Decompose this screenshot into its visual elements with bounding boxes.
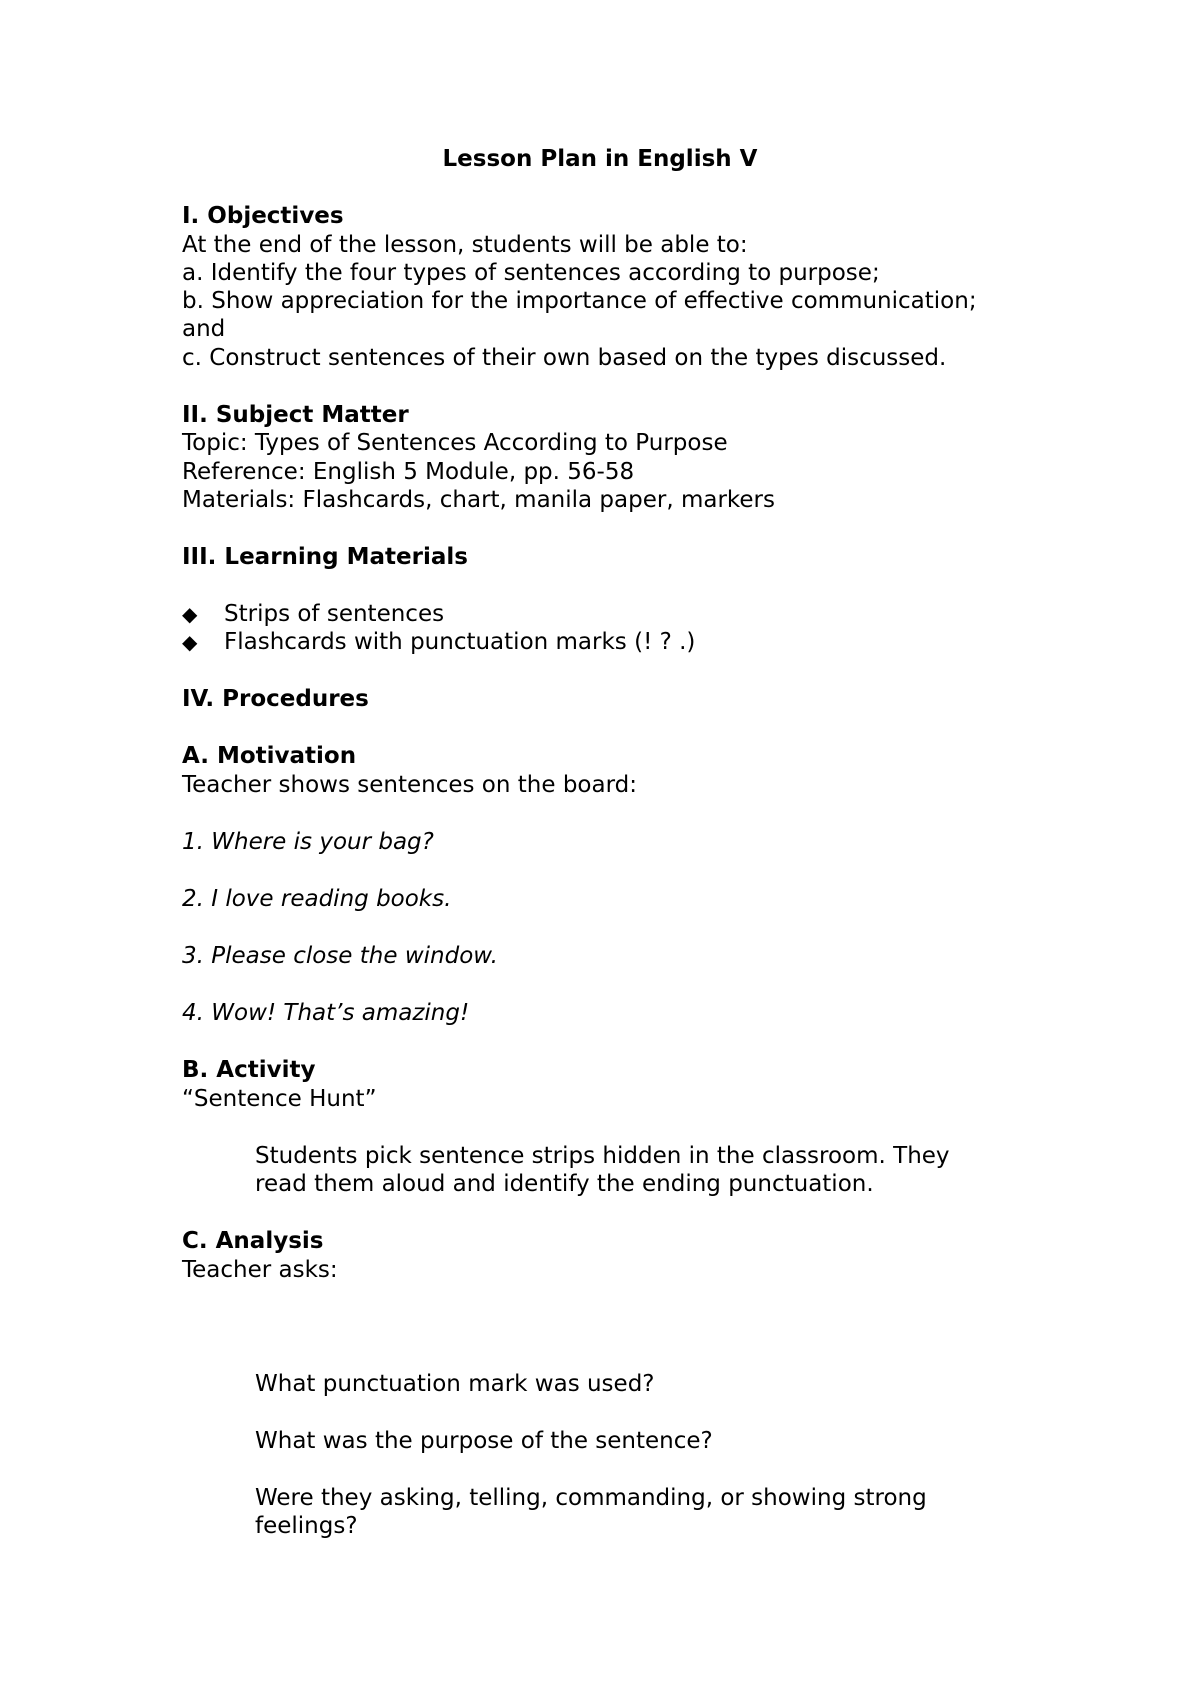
- objectives-intro: At the end of the lesson, students will be able to:: [182, 232, 748, 258]
- analysis-question: What punctuation mark was used?: [255, 1371, 655, 1397]
- list-item: [182, 628, 695, 657]
- analysis-question: Were they asking, telling, commanding, or showing strong: [255, 1485, 927, 1511]
- subject-reference: Reference: English 5 Module, pp. 56-58: [182, 459, 635, 485]
- subject-topic: Topic: Types of Sentences According to Purpose: [182, 430, 728, 456]
- objective-item: and: [182, 316, 226, 342]
- activity-name: “Sentence Hunt”: [182, 1086, 377, 1112]
- analysis-heading: C. Analysis: [182, 1228, 324, 1254]
- subject-materials: Materials: Flashcards, chart, manila paper, markers: [182, 487, 775, 513]
- list-item: [182, 600, 444, 629]
- analysis-intro: Teacher asks:: [182, 1257, 338, 1283]
- motivation-heading: A. Motivation: [182, 743, 357, 769]
- learning-materials-heading: III. Learning Materials: [182, 544, 468, 570]
- subject-matter-heading: II. Subject Matter: [182, 402, 409, 428]
- activity-description: Students pick sentence strips hidden in the classroom. They: [255, 1143, 950, 1169]
- activity-description: read them aloud and identify the ending punctuation.: [255, 1171, 874, 1197]
- example-sentence: 2. I love reading books.: [182, 886, 452, 912]
- document-title: Lesson Plan in English V: [442, 146, 758, 172]
- list-item-text: Flashcards with punctuation marks (! ? .): [224, 629, 696, 655]
- diamond-bullet-icon: ◆: [182, 630, 198, 654]
- procedures-heading: IV. Procedures: [182, 686, 369, 712]
- objective-item: c. Construct sentences of their own based on the types discussed.: [182, 345, 947, 371]
- motivation-intro: Teacher shows sentences on the board:: [182, 772, 637, 798]
- example-sentence: 4. Wow! That’s amazing!: [182, 1000, 470, 1026]
- objectives-heading: I. Objectives: [182, 203, 344, 229]
- objective-item: a. Identify the four types of sentences according to purpose;: [182, 260, 880, 286]
- list-item-text: Strips of sentences: [224, 601, 445, 627]
- example-sentence: 3. Please close the window.: [182, 943, 498, 969]
- diamond-bullet-icon: ◆: [182, 602, 198, 626]
- analysis-question: What was the purpose of the sentence?: [255, 1428, 713, 1454]
- analysis-question: feelings?: [255, 1513, 358, 1539]
- objective-item: b. Show appreciation for the importance of effective communication;: [182, 288, 977, 314]
- example-sentence: 1. Where is your bag?: [182, 829, 434, 855]
- activity-heading: B. Activity: [182, 1057, 316, 1083]
